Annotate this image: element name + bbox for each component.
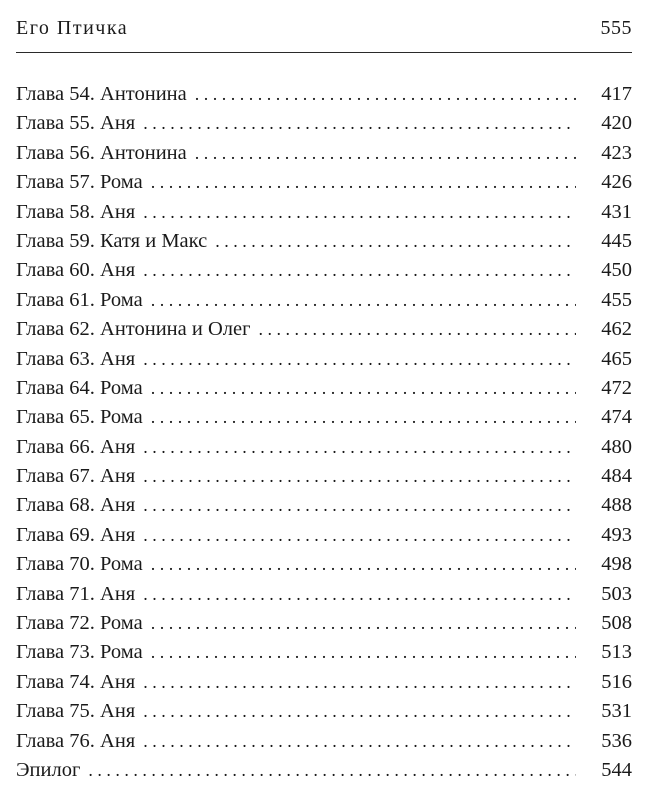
toc-dot-leader xyxy=(259,315,576,344)
toc-dot-leader xyxy=(143,433,576,462)
toc-dot-leader xyxy=(215,227,576,256)
toc-entry-page: 544 xyxy=(601,758,632,781)
toc-entry-title: Глава 64. Рома xyxy=(16,376,143,399)
toc-entry-page: 417 xyxy=(601,83,632,105)
toc-entry xyxy=(16,433,632,462)
toc-entry-page: 445 xyxy=(601,229,632,252)
toc-entry-title: Эпилог xyxy=(16,758,81,781)
toc-entry-title: Глава 68. Аня xyxy=(16,494,136,517)
toc-dot-leader xyxy=(151,168,576,197)
toc-entry-page: 426 xyxy=(601,171,632,194)
toc-dot-leader xyxy=(143,345,576,374)
toc-entry-page: 488 xyxy=(601,494,632,517)
toc-entry-page: 531 xyxy=(601,700,632,723)
toc-entry xyxy=(16,315,632,344)
table-of-contents xyxy=(16,80,632,785)
toc-entry-page: 480 xyxy=(601,435,632,458)
toc-dot-leader xyxy=(151,609,576,638)
toc-entry-title: Глава 67. Аня xyxy=(16,465,136,488)
toc-entry xyxy=(16,286,632,315)
toc-entry xyxy=(16,668,632,697)
toc-entry-page: 472 xyxy=(601,376,632,399)
toc-entry xyxy=(16,256,632,285)
toc-entry xyxy=(16,580,632,609)
toc-entry xyxy=(16,638,632,667)
toc-entry-title: Глава 74. Аня xyxy=(16,670,136,693)
toc-entry-title: Глава 75. Аня xyxy=(16,700,136,723)
page-number: 555 xyxy=(600,17,632,39)
toc-entry-page: 462 xyxy=(601,318,632,341)
toc-entry-title: Глава 66. Аня xyxy=(16,435,136,458)
toc-entry-page: 450 xyxy=(601,259,632,282)
toc-entry-title: Глава 54. Антонина xyxy=(16,83,187,105)
toc-entry-page: 431 xyxy=(601,200,632,223)
toc-dot-leader xyxy=(143,668,576,697)
toc-entry-title: Глава 65. Рома xyxy=(16,406,143,429)
toc-entry xyxy=(16,609,632,638)
toc-entry xyxy=(16,756,632,785)
toc-entry xyxy=(16,697,632,726)
toc-entry xyxy=(16,168,632,197)
toc-entry-page: 513 xyxy=(601,641,632,664)
toc-dot-leader xyxy=(143,697,576,726)
toc-entry-title: Глава 63. Аня xyxy=(16,347,136,370)
toc-dot-leader xyxy=(195,80,576,109)
toc-dot-leader xyxy=(143,580,576,609)
toc-dot-leader xyxy=(143,198,576,227)
toc-entry-title: Глава 69. Аня xyxy=(16,523,136,546)
toc-entry xyxy=(16,550,632,579)
toc-dot-leader xyxy=(143,727,576,756)
toc-entry xyxy=(16,109,632,138)
toc-entry-page: 503 xyxy=(601,582,632,605)
toc-dot-leader xyxy=(151,403,576,432)
toc-entry-page: 493 xyxy=(601,523,632,546)
toc-dot-leader xyxy=(195,139,576,168)
toc-entry-title: Глава 58. Аня xyxy=(16,200,136,223)
toc-entry xyxy=(16,491,632,520)
toc-entry xyxy=(16,139,632,168)
toc-entry xyxy=(16,374,632,403)
toc-entry xyxy=(16,521,632,550)
toc-entry-title: Глава 55. Аня xyxy=(16,112,136,135)
running-head xyxy=(16,17,632,43)
toc-entry xyxy=(16,403,632,432)
toc-entry-title: Глава 62. Антонина и Олег xyxy=(16,318,251,341)
toc-entry-page: 455 xyxy=(601,288,632,311)
toc-entry-page: 465 xyxy=(601,347,632,370)
toc-entry-page: 508 xyxy=(601,612,632,635)
toc-dot-leader xyxy=(151,286,576,315)
toc-entry-title: Глава 61. Рома xyxy=(16,288,143,311)
running-title: Его Птичка xyxy=(16,17,129,39)
toc-entry xyxy=(16,80,632,109)
toc-entry-page: 474 xyxy=(601,406,632,429)
toc-dot-leader xyxy=(151,550,576,579)
toc-entry xyxy=(16,227,632,256)
toc-entry-title: Глава 57. Рома xyxy=(16,171,143,194)
toc-entry-title: Глава 76. Аня xyxy=(16,729,136,752)
toc-entry-title: Глава 72. Рома xyxy=(16,612,143,635)
toc-entry-page: 420 xyxy=(601,112,632,135)
toc-dot-leader xyxy=(151,374,576,403)
toc-entry-title: Глава 73. Рома xyxy=(16,641,143,664)
toc-dot-leader xyxy=(143,256,576,285)
toc-entry xyxy=(16,345,632,374)
toc-entry-page: 536 xyxy=(601,729,632,752)
toc-entry xyxy=(16,198,632,227)
toc-dot-leader xyxy=(143,109,576,138)
toc-dot-leader xyxy=(151,638,576,667)
toc-dot-leader xyxy=(143,462,576,491)
toc-dot-leader xyxy=(143,521,576,550)
header-rule xyxy=(16,52,632,53)
toc-entry xyxy=(16,727,632,756)
toc-entry-page: 484 xyxy=(601,465,632,488)
toc-dot-leader xyxy=(143,491,576,520)
toc-entry-page: 498 xyxy=(601,553,632,576)
toc-entry-title: Глава 71. Аня xyxy=(16,582,136,605)
toc-entry xyxy=(16,462,632,491)
toc-entry-title: Глава 70. Рома xyxy=(16,553,143,576)
toc-dot-leader xyxy=(88,756,576,785)
toc-entry-title: Глава 56. Антонина xyxy=(16,141,187,164)
toc-entry-title: Глава 59. Катя и Макс xyxy=(16,229,208,252)
toc-entry-page: 516 xyxy=(601,670,632,693)
toc-entry-page: 423 xyxy=(601,141,632,164)
toc-entry-title: Глава 60. Аня xyxy=(16,259,136,282)
